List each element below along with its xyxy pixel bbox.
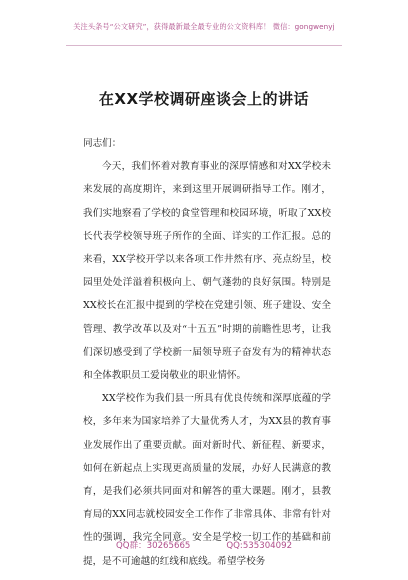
header-promo-text: 关注头条号“公文研究”，获得最新最全最专业的公文资料库！ 微信：gongwenyj bbox=[73, 22, 335, 31]
footer-contact bbox=[0, 539, 408, 551]
footer-qq: QQ:535304092 bbox=[226, 541, 293, 551]
footer-qq-group: QQ群：30265665 bbox=[115, 541, 191, 551]
salutation: 同志们： bbox=[83, 138, 122, 149]
paragraph: XX学校作为我们县一所具有优良传统和深厚底蕴的学校，多年来为国家培养了大量优秀人才，为XX县的教育事业发展作出了重要贡献。面对新时代、新征程、新要求，如何在新起点上实现更高质量的发展，办好人民满意的教育，是我们必须共同面对和解答的重大课题。刚才，县教育局的XX同志就校园安全工作作了非常具体、非常有针对性的强调，我完全同意。安全是学校一切工作的基础和前提，是不可逾越的红线和底线。希望学校务 bbox=[83, 393, 331, 567]
document-body bbox=[83, 132, 331, 573]
paragraph: 今天，我们怀着对教育事业的深厚情感和对XX学校未来发展的高度期许，来到这里开展调研指导工作。刚才，我们实地察看了学校的食堂管理和校园环境，听取了XX校长代表学校领导班子所作的全面、详实的工作汇报。总的来看，XX学校开学以来各项工作井然有序、亮点纷呈，校园里处处洋溢着积极向上、朝气蓬勃的良好氛围。特别是XX校长在汇报中提到的学校在党建引领、班子建设、安全管理、教学改革以及对“十五五”时期的前瞻性思考，让我们深切感受到了学校新一届领导班子奋发有为的精神状态和全体教职员工爱岗敬业的职业情怀。 bbox=[83, 161, 331, 382]
header-divider bbox=[66, 45, 342, 46]
document-title: 在XX学校调研座谈会上的讲话 bbox=[98, 90, 310, 108]
